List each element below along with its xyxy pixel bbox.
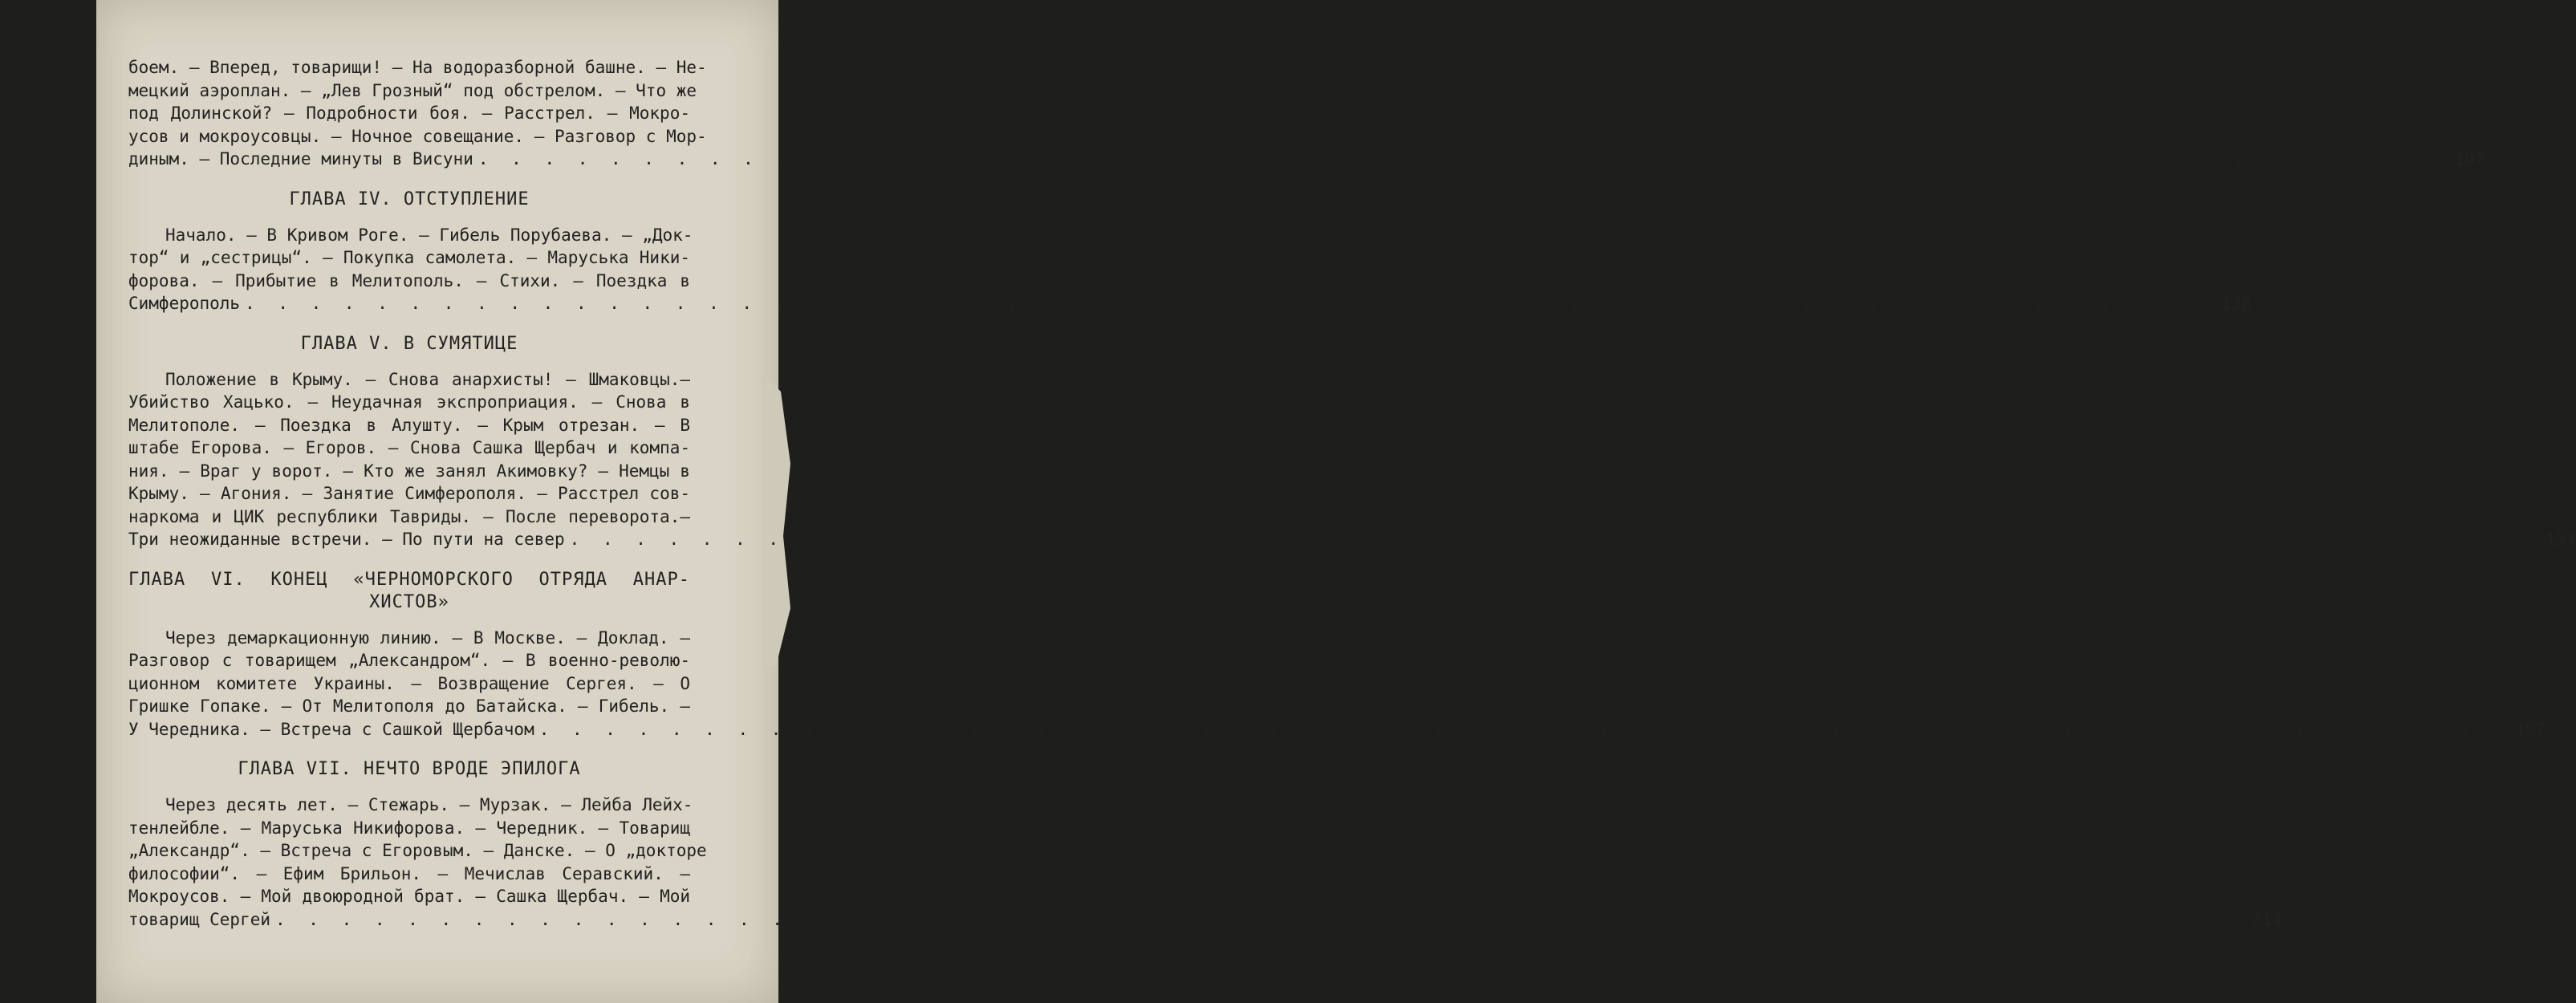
toc-line: ния. — Враг у ворот. — Кто же занял Акимовку? — Немцы в <box>128 461 690 481</box>
toc-line: философии“. — Ефим Брильон. — Мечислав Серавский. — <box>128 863 690 883</box>
table-of-contents <box>128 56 2576 931</box>
chapter-iv-heading: ГЛАВА IV. ОТСТУПЛЕНИЕ <box>289 189 530 209</box>
toc-line: боем. — Вперед, товарищи! — На водоразборной башне. — Не- <box>128 58 707 77</box>
toc-line: Крыму. — Агония. — Занятие Симферополя. — Расстрел сов- <box>128 484 690 503</box>
heading-line: ГЛАВА VI. КОНЕЦ «ЧЕРНОМОРСКОГО ОТРЯДА АНАР- <box>128 569 690 590</box>
leader-dots: . . . . . . . . . . . . . . . . . . . . . . . . . . . . . . . . . . . . . . . . . . . . . . . . . . . . . . . . . . . . <box>245 294 2216 313</box>
heading-line: ХИСТОВ» <box>369 591 449 612</box>
toc-line: Разговор с товарищем „Александром“. — В военно-револю- <box>128 651 690 670</box>
toc-line: Положение в Крыму. — Снова анархисты! — Шмаковцы.— <box>165 369 690 389</box>
toc-line: Через демаркационную линию. — В Москве. — Доклад. — <box>165 627 690 648</box>
toc-line: Через десять лет. — Стежарь. — Мурзак. — Лейба Лейх- <box>165 795 693 814</box>
toc-line: штабе Егорова. — Егоров. — Снова Сашка Щербач и компа- <box>128 438 690 457</box>
toc-line: тенлейбле. — Маруська Никифорова. — Чередник. — Товарищ <box>128 818 690 838</box>
toc-last-line <box>128 148 2485 171</box>
toc-entry-chapter-vi <box>128 627 2546 741</box>
toc-line: форова. — Прибытие в Мелитополь. — Стихи. — Поездка в <box>128 270 690 290</box>
toc-entry-chapter-iii-continued <box>128 56 2485 171</box>
chapter-vi-heading <box>128 569 690 614</box>
toc-line-text: Три неожиданные встречи. — По пути на север <box>128 530 565 549</box>
toc-line: Мелитополе. — Поездка в Алушту. — Крым отрезан. — В <box>128 415 690 435</box>
page-number: 138 <box>2220 294 2252 313</box>
toc-last-line <box>128 908 2282 932</box>
toc-last-line <box>128 528 2576 551</box>
toc-entry-chapter-v <box>128 368 2576 551</box>
toc-line: ционном комитете Украины. — Возвращение Сергея. — О <box>128 673 690 693</box>
toc-last-line <box>128 292 2252 315</box>
toc-last-line <box>128 718 2546 741</box>
toc-line-text: товарищ Сергей <box>128 909 271 929</box>
chapter-vii-heading: ГЛАВА VII. НЕЧТО ВРОДЕ ЭПИЛОГА <box>238 759 581 779</box>
chapter-v-heading: ГЛАВА V. В СУМЯТИЦЕ <box>300 333 518 354</box>
torn-page-edge <box>766 377 790 666</box>
leader-dots: . . . . . . . . . . . . . . . . . . . . . . . . . . . . . . . . . . . . . . . . . . . . . . . . . . . . . . . . . . . . <box>477 149 2450 169</box>
toc-line: Гришке Гопаке. — От Мелитополя до Батайска. — Гибель. — <box>128 696 690 716</box>
page-number: 197 <box>2515 719 2546 739</box>
toc-entry-chapter-vii <box>128 794 2282 931</box>
toc-line: усов и мокроусовцы. — Ночное совещание. — Разговор с Мор- <box>128 126 707 146</box>
toc-line: Начало. — В Кривом Роге. — Гибель Порубаева. — „Док- <box>165 225 693 245</box>
page-number: 107 <box>2454 149 2485 169</box>
toc-line: Мокроусов. — Мой двоюродной брат. — Сашка Щербач. — Мой <box>128 887 690 906</box>
toc-entry-chapter-iv <box>128 224 2252 315</box>
leader-dots: . . . . . . . . . . . . . . . . . . . . . . . . . . . . . . . . . . . . . . . . . . . . . . . . . . . . . . . . . . . . <box>538 719 2511 739</box>
toc-line: „Александр“. — Встреча с Егоровым. — Данске. — О „докторе <box>128 841 707 860</box>
toc-line-text: Симферополь <box>128 294 241 313</box>
toc-line: под Долинской? — Подробности боя. — Расстрел. — Мокро- <box>128 104 690 123</box>
page-number: 153 <box>2546 530 2576 549</box>
toc-line: тор“ и „сестрицы“. — Покупка самолета. — Маруська Ники- <box>128 248 690 267</box>
toc-line-text: У Чередника. — Встреча с Сашкой Щербачом <box>128 719 534 739</box>
page-number: 214 <box>2251 909 2282 929</box>
leader-dots: . . . . . . . . . . . . . . . . . . . . . . . . . . . . . . . . . . . . . . . . . . . . . . . . . . . . . . . . . . . . <box>275 909 2247 929</box>
toc-line: мецкий аэроплан. — „Лев Грозный“ под обстрелом. — Что же <box>128 80 697 100</box>
leader-dots: . . . . . . . . . . . . . . . . . . . . . . . . . . . . . . . . . . . . . . . . . . . . . . . . . . . . . . . . . . . . <box>569 530 2541 549</box>
toc-line-text: диным. — Последние минуты в Висуни <box>128 149 473 169</box>
toc-line: наркома и ЦИК республики Тавриды. — После переворота.— <box>128 506 690 526</box>
toc-line: Убийство Хацько. — Неудачная экспроприация. — Снова в <box>128 392 690 412</box>
